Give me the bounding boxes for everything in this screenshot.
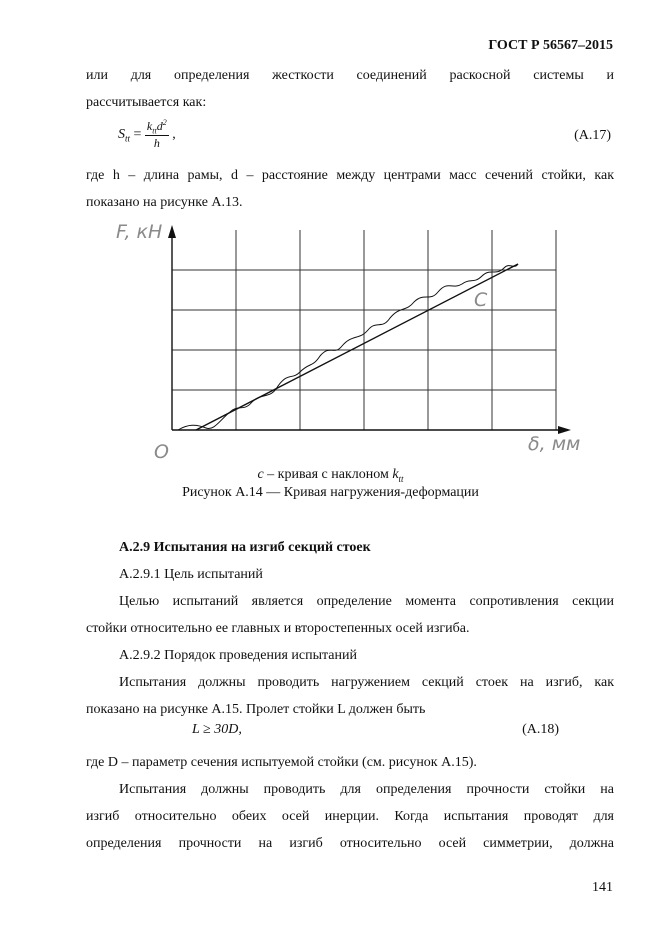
section-heading: А.2.9 Испытания на изгиб секций стоек — [119, 540, 371, 555]
formula-comma: , — [172, 126, 176, 142]
caption-text: – кривая с наклоном — [263, 467, 393, 482]
p3-line-3: определения прочности на изгиб относительно осей симметрии, должна — [86, 836, 614, 851]
caption-k-sub: tt — [398, 473, 404, 484]
document-header: ГОСТ Р 56567–2015 — [488, 38, 613, 53]
p2-line-2: показано на рисунке А.15. Пролет стойки L должен быть — [86, 702, 426, 717]
p2-line-1: Испытания должны проводить нагружением секций стоек на изгиб, как — [119, 675, 614, 690]
subsection-2: А.2.9.2 Порядок проведения испытаний — [119, 648, 357, 663]
num-sup: 2 — [162, 118, 167, 127]
num-d: d — [156, 119, 163, 133]
origin-label: O — [154, 441, 169, 463]
p3-line-1: Испытания должны проводить для определения прочности стойки на — [119, 782, 614, 797]
caption-k: k — [392, 467, 399, 482]
formula-equals: = — [133, 126, 142, 142]
curve-label: C — [474, 289, 488, 311]
intro-line-1: или для определения жесткости соединений раскосной системы и — [86, 68, 614, 83]
caption-c: c — [257, 467, 264, 482]
figure-caption-legend — [0, 467, 661, 484]
p3-line-2: изгиб относительно обеих осей инерции. Когда испытания проводят для — [86, 809, 614, 824]
where-line-1: где h – длина рамы, d – расстояние между центрами масс сечений стойки, как — [86, 168, 614, 183]
intro-line-2: рассчитывается как: — [86, 95, 207, 110]
grid — [172, 230, 556, 430]
formula-a17-number: (А.17) — [574, 128, 611, 143]
num-k-sub: tt — [152, 126, 157, 136]
formula-a18: L ≥ 30D, — [192, 722, 242, 737]
p1-line-1: Целью испытаний является определение момента сопротивления секции — [119, 594, 614, 609]
slope-line — [196, 264, 518, 430]
load-curve — [178, 264, 518, 430]
axes — [168, 225, 571, 434]
formula-denominator: h — [153, 136, 160, 151]
x-axis-label: δ, мм — [528, 433, 581, 455]
formula-lhs-sub: tt — [125, 133, 131, 144]
figure-caption-title: Рисунок А.14 — Кривая нагружения-деформации — [182, 485, 479, 500]
num-k: k — [146, 119, 153, 133]
formula-lhs: S — [118, 126, 125, 142]
subsection-1: А.2.9.1 Цель испытаний — [119, 567, 263, 582]
where-line-d: где D – параметр сечения испытуемой стойки (см. рисунок А.15). — [86, 755, 477, 770]
where-line-2: показано на рисунке А.13. — [86, 195, 243, 210]
page-number: 141 — [592, 880, 613, 895]
p1-line-2: стойки относительно ее главных и второстепенных осей изгиба. — [86, 621, 470, 636]
y-axis-label: F, кН — [116, 221, 163, 243]
formula-a18-number: (А.18) — [522, 722, 559, 737]
